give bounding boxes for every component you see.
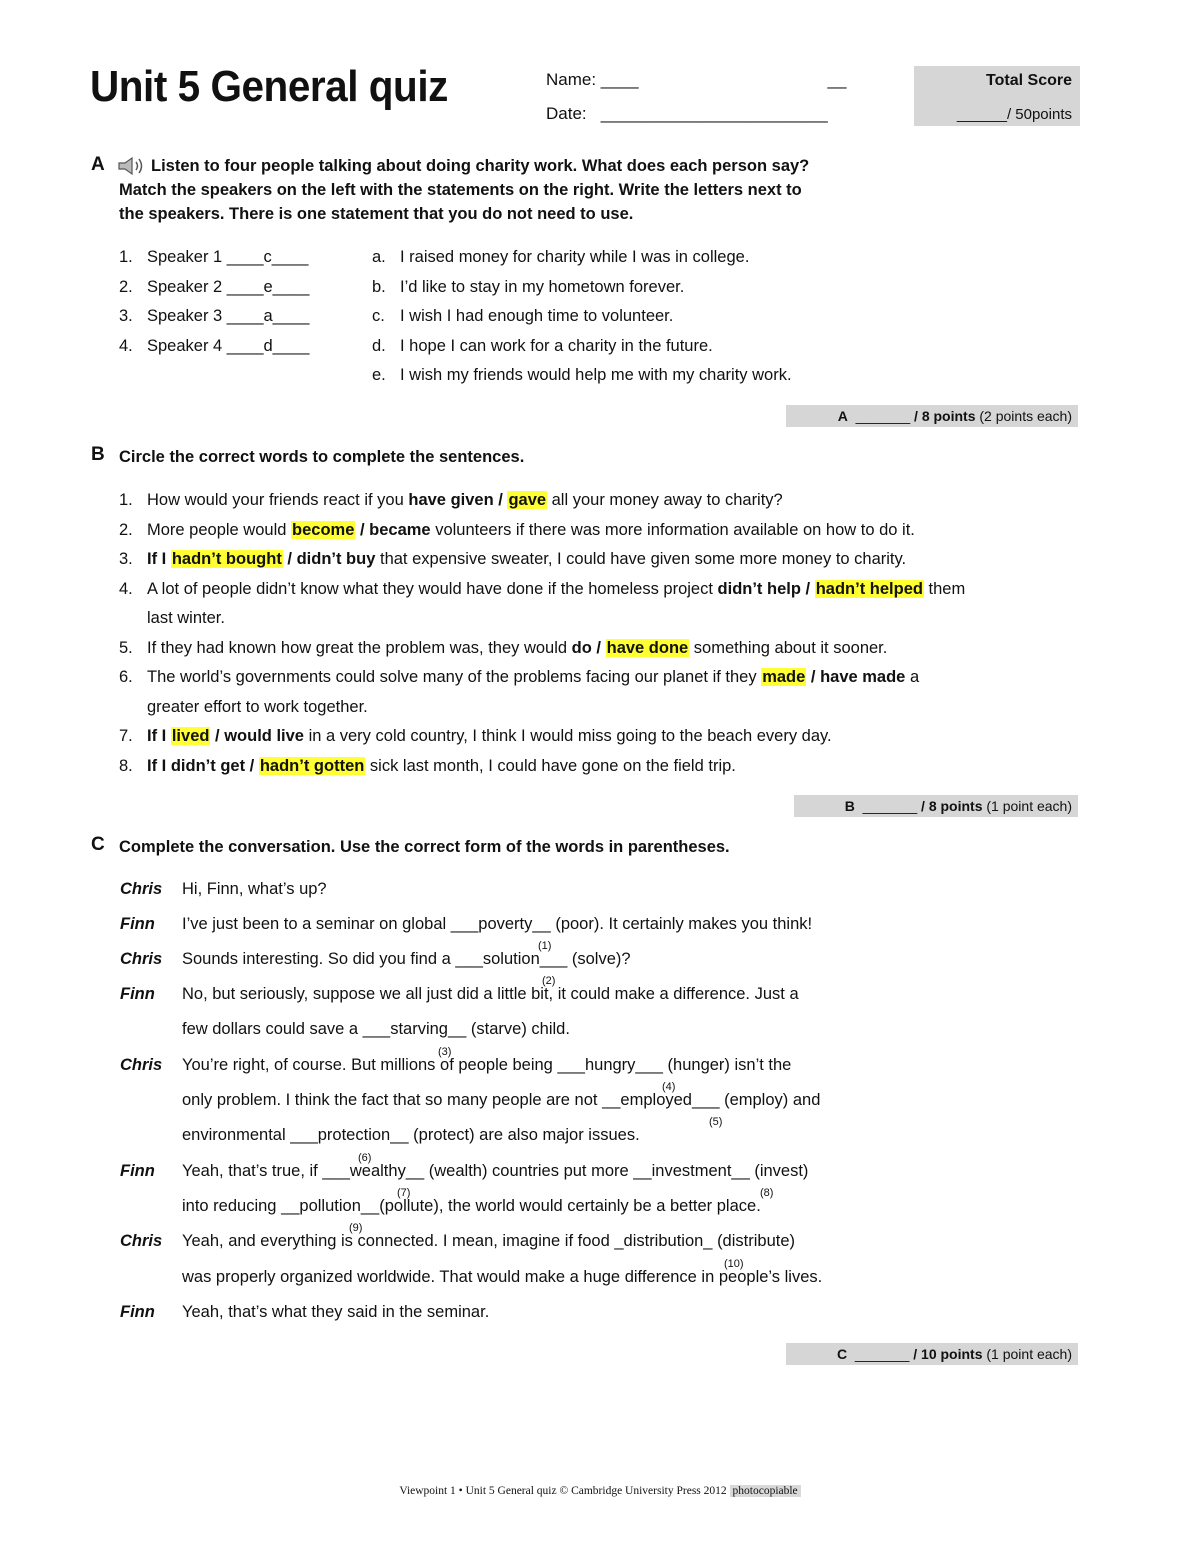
sentence-text: them — [923, 579, 966, 598]
score-points: / 10 points — [913, 1346, 983, 1362]
speaker-name: Finn — [120, 985, 155, 1003]
list-item — [119, 575, 1079, 605]
gap-number: (5) — [709, 1116, 723, 1128]
section-a-letter: A — [91, 154, 105, 175]
list-item — [119, 243, 309, 273]
speaker-answer: Speaker 1 ____c____ — [147, 248, 309, 266]
option-1-selected[interactable]: hadn’t bought — [171, 550, 282, 568]
section-a-instruction-line-1: Listen to four people talking about doing charity work. What does each person say? — [151, 157, 810, 175]
sentence-text: last winter. — [147, 609, 225, 627]
option-2-selected[interactable]: have done — [606, 638, 689, 657]
option-2-selected[interactable]: hadn’t gotten — [259, 756, 365, 775]
gap-number: (10) — [724, 1258, 744, 1270]
dialogue-line: only problem. I think the fact that so many people are not __employed___ (employ) and — [182, 1091, 821, 1109]
dialogue-line: Hi, Finn, what’s up? — [182, 880, 327, 898]
sentence-text: If I — [147, 550, 171, 568]
list-item — [119, 545, 1079, 575]
item-number: 4. — [119, 336, 133, 355]
sentence-list — [119, 486, 1079, 781]
score-note: (2 points each) — [979, 408, 1072, 424]
option-2[interactable]: didn’t buy — [296, 550, 376, 568]
gap-number: (2) — [542, 975, 556, 987]
statement-text: I wish my friends would help me with my charity work. — [400, 366, 792, 384]
item-number: 2. — [119, 520, 133, 539]
item-letter: e. — [372, 366, 386, 384]
dialogue-line: You’re right, of course. But millions of people being ___hungry___ (hunger) isn’t the — [182, 1056, 792, 1074]
score-blank: _______ — [855, 408, 911, 424]
item-letter: c. — [372, 307, 385, 325]
item-number: 5. — [119, 638, 133, 657]
name-field-label: Name: ____ __ — [546, 70, 847, 89]
option-separator: / — [800, 579, 815, 598]
sentence-text: greater effort to work together. — [147, 697, 368, 716]
photocopiable-label: photocopiable — [730, 1485, 801, 1497]
list-item-continuation — [119, 693, 1079, 723]
sentence-text: If I — [147, 727, 171, 745]
dialogue-line: few dollars could save a ___starving__ (starve) child. — [182, 1020, 570, 1038]
item-number: 3. — [119, 550, 133, 568]
score-note: (1 point each) — [986, 798, 1072, 814]
list-item — [119, 516, 1079, 546]
dialogue-line: Yeah, that’s true, if ___wealthy__ (wealth) countries put more __investment__ (invest) — [182, 1162, 809, 1180]
item-number: 6. — [119, 668, 133, 686]
section-c-instruction: Complete the conversation. Use the correct form of the words in parentheses. — [119, 838, 730, 856]
option-separator: / — [245, 756, 259, 775]
speaker-name: Chris — [120, 880, 163, 898]
sentence-text: in a very cold country, I think I would miss going to the beach every day. — [303, 727, 832, 745]
option-1-selected[interactable]: made — [762, 668, 806, 686]
dialogue-line: into reducing __pollution__(pollute), the world would certainly be a better place. — [182, 1197, 761, 1215]
list-item — [119, 273, 309, 303]
sentence-text: If I — [147, 756, 171, 775]
dialogue-line: Yeah, that’s what they said in the seminar. — [182, 1303, 490, 1321]
statement-text: I’d like to stay in my hometown forever. — [400, 277, 685, 296]
section-a-score-bar — [786, 405, 1078, 427]
dialogue-line: No, but seriously, suppose we all just did a little bit, it could make a difference. Just a — [182, 985, 799, 1003]
speaker-name: Finn — [120, 1303, 155, 1321]
option-2-selected[interactable]: hadn’t helped — [815, 579, 923, 598]
dialogue-line: was properly organized worldwide. That would make a huge difference in people’s lives. — [182, 1268, 823, 1286]
list-item — [372, 332, 792, 362]
section-a-instruction-line-2: Match the speakers on the left with the statements on the right. Write the letters next to — [119, 181, 802, 199]
section-c-score-bar — [786, 1343, 1078, 1365]
section-a-instruction-line-3: the speakers. There is one statement that you do not need to use. — [119, 205, 634, 223]
dialogue-line: Sounds interesting. So did you find a ___solution___ (solve)? — [182, 950, 631, 968]
list-item — [372, 302, 792, 332]
score-note: (1 point each) — [986, 1346, 1072, 1362]
list-item — [119, 722, 1079, 752]
item-number: 7. — [119, 727, 133, 745]
score-letter: C — [836, 1346, 848, 1362]
item-letter: b. — [372, 277, 386, 296]
list-item — [119, 332, 309, 362]
page-title: Unit 5 General quiz — [90, 62, 448, 111]
sentence-text: that expensive sweater, I could have given some more money to charity. — [375, 550, 907, 568]
list-item — [119, 302, 309, 332]
date-field-label: Date: ________________________ — [546, 104, 828, 123]
sentence-text: A lot of people didn’t know what they would have done if the homeless project — [147, 579, 718, 598]
total-score-box — [914, 66, 1080, 126]
sentence-text: How would your friends react if you — [147, 491, 409, 509]
score-letter: A — [837, 408, 848, 424]
list-item — [119, 663, 1079, 693]
option-separator: / — [806, 668, 821, 686]
dialogue-line: Yeah, and everything is connected. I mean, imagine if food _distribution_ (distribute) — [182, 1232, 796, 1250]
speaker-list — [119, 243, 309, 361]
option-2[interactable]: became — [369, 520, 431, 539]
list-item — [119, 486, 1079, 516]
score-points: / 8 points — [921, 798, 983, 814]
item-number: 3. — [119, 307, 133, 325]
statement-text: I wish I had enough time to volunteer. — [400, 307, 674, 325]
sentence-text: sick last month, I could have gone on the field trip. — [365, 756, 736, 775]
section-b-score-bar — [794, 795, 1078, 817]
speaker-audio-icon — [116, 155, 148, 177]
item-number: 1. — [119, 491, 133, 509]
list-item — [119, 752, 1079, 782]
section-c-letter: C — [91, 834, 105, 855]
item-number: 1. — [119, 248, 133, 266]
section-b-instruction: Circle the correct words to complete the sentences. — [119, 448, 525, 466]
sentence-text: If they had known how great the problem was, they would — [147, 638, 572, 657]
section-b-letter: B — [91, 444, 105, 465]
gap-number: (7) — [397, 1187, 411, 1199]
speaker-name: Finn — [120, 1162, 155, 1180]
option-1[interactable]: do — [571, 638, 592, 657]
item-number: 8. — [119, 756, 133, 775]
speaker-answer: Speaker 2 ____e____ — [147, 277, 310, 296]
gap-number: (6) — [358, 1152, 372, 1164]
list-item — [119, 634, 1079, 664]
list-item — [372, 243, 792, 273]
footer-text: Viewpoint 1 • Unit 5 General quiz © Cambridge University Press 2012 — [399, 1485, 727, 1497]
sentence-text: all your money away to charity? — [547, 491, 783, 509]
dialogue-line: environmental ___protection__ (protect) are also major issues. — [182, 1126, 640, 1144]
gap-number: (3) — [438, 1046, 452, 1058]
item-letter: a. — [372, 248, 386, 266]
option-separator: / — [210, 727, 225, 745]
option-separator: / — [493, 491, 508, 509]
sentence-text: volunteers if there was more information available on how to do it. — [430, 520, 915, 539]
score-blank: _______ — [862, 798, 918, 814]
option-1[interactable]: didn’t help — [717, 579, 801, 598]
speaker-answer: Speaker 3 ____a____ — [147, 307, 310, 325]
option-1-selected[interactable]: become — [292, 520, 355, 539]
statement-text: I hope I can work for a charity in the future. — [400, 336, 713, 355]
gap-number: (8) — [760, 1187, 774, 1199]
total-score-label: Total Score — [986, 72, 1072, 89]
score-points: / 8 points — [914, 408, 976, 424]
option-1[interactable]: have given — [408, 491, 494, 509]
gap-number: (4) — [662, 1081, 676, 1093]
sentence-text: something about it sooner. — [689, 638, 888, 657]
dialogue-line: I’ve just been to a seminar on global ___poverty__ (poor). It certainly makes you think! — [182, 915, 813, 933]
list-item — [372, 273, 792, 303]
page-footer — [0, 1485, 1200, 1497]
score-blank: _______ — [854, 1346, 910, 1362]
speaker-name: Finn — [120, 915, 155, 933]
statement-text: I raised money for charity while I was in college. — [400, 248, 750, 266]
option-separator: / — [282, 550, 297, 568]
list-item — [372, 361, 792, 391]
sentence-text: a — [905, 668, 920, 686]
speaker-name: Chris — [120, 950, 163, 968]
score-letter: B — [844, 798, 855, 814]
statement-list — [372, 243, 792, 391]
sentence-text: More people would — [147, 520, 292, 539]
option-1[interactable]: didn’t get — [170, 756, 246, 775]
list-item-continuation — [119, 604, 1079, 634]
option-separator: / — [591, 638, 606, 657]
option-separator: / — [355, 520, 370, 539]
speaker-name: Chris — [120, 1056, 163, 1074]
sentence-text: The world’s governments could solve many of the problems facing our planet if they — [147, 668, 762, 686]
gap-number: (9) — [349, 1222, 363, 1234]
speaker-answer: Speaker 4 ____d____ — [147, 336, 310, 355]
speaker-name: Chris — [120, 1232, 163, 1250]
item-letter: d. — [372, 336, 386, 355]
option-2-selected[interactable]: gave — [508, 491, 547, 509]
option-1-selected[interactable]: lived — [171, 727, 210, 745]
item-number: 4. — [119, 579, 133, 598]
option-2[interactable]: have made — [820, 668, 906, 686]
gap-number: (1) — [538, 940, 552, 952]
item-number: 2. — [119, 277, 133, 296]
option-2[interactable]: would live — [224, 727, 304, 745]
total-points-label: ______/ 50points — [956, 106, 1072, 123]
